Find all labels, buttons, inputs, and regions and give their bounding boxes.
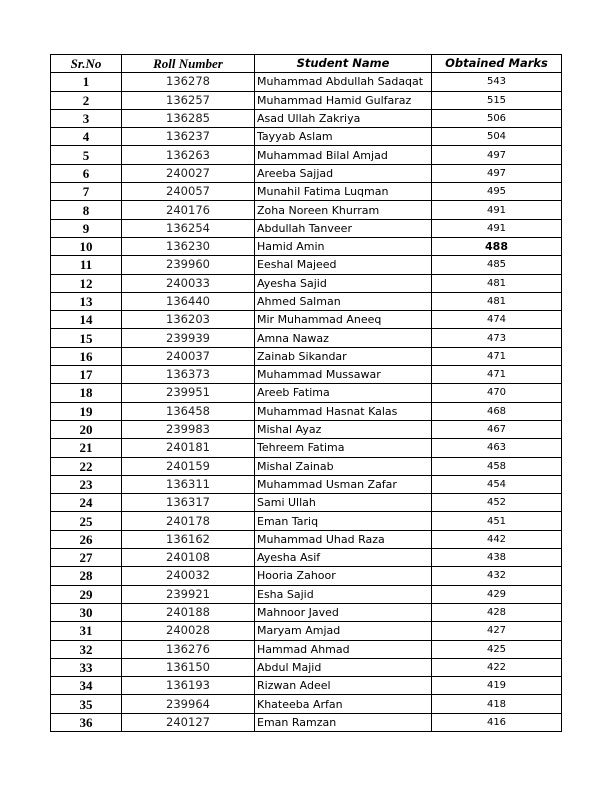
obtained-marks-cell: 506 bbox=[432, 109, 562, 127]
sr-no-cell: 4 bbox=[51, 128, 122, 146]
table-row bbox=[51, 311, 562, 329]
obtained-marks-cell: 488 bbox=[432, 237, 562, 255]
roll-number-cell: 136278 bbox=[122, 73, 255, 91]
student-name-cell: Hooria Zahoor bbox=[255, 567, 432, 585]
student-name-cell: Areeba Sajjad bbox=[255, 164, 432, 182]
roll-number-cell: 240027 bbox=[122, 164, 255, 182]
table-row bbox=[51, 530, 562, 548]
student-name-cell: Amna Nawaz bbox=[255, 329, 432, 347]
sr-no-cell: 9 bbox=[51, 219, 122, 237]
table-row bbox=[51, 146, 562, 164]
roll-number-cell: 136373 bbox=[122, 366, 255, 384]
obtained-marks-cell: 467 bbox=[432, 420, 562, 438]
student-name-cell: Areeb Fatima bbox=[255, 384, 432, 402]
sr-no-cell: 12 bbox=[51, 274, 122, 292]
table-row bbox=[51, 585, 562, 603]
table-row bbox=[51, 402, 562, 420]
student-name-cell: Muhammad Mussawar bbox=[255, 366, 432, 384]
obtained-marks-cell: 429 bbox=[432, 585, 562, 603]
header-student-name: Student Name bbox=[255, 55, 432, 73]
student-name-cell: Rizwan Adeel bbox=[255, 677, 432, 695]
sr-no-cell: 26 bbox=[51, 530, 122, 548]
table-row bbox=[51, 256, 562, 274]
roll-number-cell: 136254 bbox=[122, 219, 255, 237]
sr-no-cell: 1 bbox=[51, 73, 122, 91]
roll-number-cell: 240033 bbox=[122, 274, 255, 292]
roll-number-cell: 136193 bbox=[122, 677, 255, 695]
table-row bbox=[51, 347, 562, 365]
obtained-marks-cell: 468 bbox=[432, 402, 562, 420]
sr-no-cell: 13 bbox=[51, 292, 122, 310]
table-row bbox=[51, 695, 562, 713]
student-name-cell: Muhammad Usman Zafar bbox=[255, 475, 432, 493]
sr-no-cell: 18 bbox=[51, 384, 122, 402]
sr-no-cell: 34 bbox=[51, 677, 122, 695]
table-row bbox=[51, 164, 562, 182]
header-sr-no: Sr.No bbox=[51, 55, 122, 73]
obtained-marks-cell: 419 bbox=[432, 677, 562, 695]
sr-no-cell: 32 bbox=[51, 640, 122, 658]
roll-number-cell: 136237 bbox=[122, 128, 255, 146]
student-name-cell: Ayesha Sajid bbox=[255, 274, 432, 292]
table-row bbox=[51, 219, 562, 237]
obtained-marks-cell: 491 bbox=[432, 201, 562, 219]
obtained-marks-cell: 471 bbox=[432, 366, 562, 384]
sr-no-cell: 21 bbox=[51, 439, 122, 457]
table-row bbox=[51, 237, 562, 255]
student-name-cell: Eman Ramzan bbox=[255, 713, 432, 731]
sr-no-cell: 7 bbox=[51, 183, 122, 201]
student-name-cell: Ayesha Asif bbox=[255, 549, 432, 567]
roll-number-cell: 240181 bbox=[122, 439, 255, 457]
obtained-marks-cell: 438 bbox=[432, 549, 562, 567]
roll-number-cell: 136203 bbox=[122, 311, 255, 329]
sr-no-cell: 3 bbox=[51, 109, 122, 127]
sr-no-cell: 28 bbox=[51, 567, 122, 585]
student-name-cell: Esha Sajid bbox=[255, 585, 432, 603]
roll-number-cell: 136150 bbox=[122, 658, 255, 676]
sr-no-cell: 10 bbox=[51, 237, 122, 255]
student-name-cell: Zainab Sikandar bbox=[255, 347, 432, 365]
roll-number-cell: 136276 bbox=[122, 640, 255, 658]
student-name-cell: Abdul Majid bbox=[255, 658, 432, 676]
table-row bbox=[51, 603, 562, 621]
student-name-cell: Abdullah Tanveer bbox=[255, 219, 432, 237]
student-name-cell: Khateeba Arfan bbox=[255, 695, 432, 713]
obtained-marks-cell: 470 bbox=[432, 384, 562, 402]
sr-no-cell: 33 bbox=[51, 658, 122, 676]
obtained-marks-cell: 425 bbox=[432, 640, 562, 658]
roll-number-cell: 136285 bbox=[122, 109, 255, 127]
header-obtained-marks: Obtained Marks bbox=[432, 55, 562, 73]
student-name-cell: Muhammad Abdullah Sadaqat bbox=[255, 73, 432, 91]
obtained-marks-cell: 442 bbox=[432, 530, 562, 548]
roll-number-cell: 239964 bbox=[122, 695, 255, 713]
table-row bbox=[51, 567, 562, 585]
sr-no-cell: 8 bbox=[51, 201, 122, 219]
student-name-cell: Muhammad Hamid Gulfaraz bbox=[255, 91, 432, 109]
sr-no-cell: 30 bbox=[51, 603, 122, 621]
table-row bbox=[51, 274, 562, 292]
sr-no-cell: 16 bbox=[51, 347, 122, 365]
student-name-cell: Maryam Amjad bbox=[255, 622, 432, 640]
header-roll-number: Roll Number bbox=[122, 55, 255, 73]
student-name-cell: Mishal Ayaz bbox=[255, 420, 432, 438]
table-row bbox=[51, 183, 562, 201]
obtained-marks-cell: 471 bbox=[432, 347, 562, 365]
table-row bbox=[51, 475, 562, 493]
sr-no-cell: 36 bbox=[51, 713, 122, 731]
obtained-marks-cell: 452 bbox=[432, 494, 562, 512]
table-row bbox=[51, 73, 562, 91]
results-sheet bbox=[50, 54, 562, 732]
student-name-cell: Mir Muhammad Aneeq bbox=[255, 311, 432, 329]
student-name-cell: Muhammad Uhad Raza bbox=[255, 530, 432, 548]
roll-number-cell: 136317 bbox=[122, 494, 255, 512]
table-row bbox=[51, 622, 562, 640]
obtained-marks-cell: 543 bbox=[432, 73, 562, 91]
table-row bbox=[51, 457, 562, 475]
student-name-cell: Asad Ullah Zakriya bbox=[255, 109, 432, 127]
obtained-marks-cell: 473 bbox=[432, 329, 562, 347]
obtained-marks-cell: 515 bbox=[432, 91, 562, 109]
roll-number-cell: 240108 bbox=[122, 549, 255, 567]
student-name-cell: Hamid Amin bbox=[255, 237, 432, 255]
obtained-marks-cell: 481 bbox=[432, 292, 562, 310]
sr-no-cell: 19 bbox=[51, 402, 122, 420]
roll-number-cell: 240178 bbox=[122, 512, 255, 530]
obtained-marks-cell: 495 bbox=[432, 183, 562, 201]
roll-number-cell: 240032 bbox=[122, 567, 255, 585]
student-name-cell: Tehreem Fatima bbox=[255, 439, 432, 457]
student-name-cell: Ahmed Salman bbox=[255, 292, 432, 310]
obtained-marks-cell: 418 bbox=[432, 695, 562, 713]
obtained-marks-cell: 474 bbox=[432, 311, 562, 329]
table-row bbox=[51, 91, 562, 109]
sr-no-cell: 22 bbox=[51, 457, 122, 475]
roll-number-cell: 136311 bbox=[122, 475, 255, 493]
obtained-marks-cell: 463 bbox=[432, 439, 562, 457]
obtained-marks-cell: 427 bbox=[432, 622, 562, 640]
sr-no-cell: 17 bbox=[51, 366, 122, 384]
roll-number-cell: 240037 bbox=[122, 347, 255, 365]
obtained-marks-cell: 454 bbox=[432, 475, 562, 493]
sr-no-cell: 2 bbox=[51, 91, 122, 109]
roll-number-cell: 240127 bbox=[122, 713, 255, 731]
roll-number-cell: 239951 bbox=[122, 384, 255, 402]
sr-no-cell: 15 bbox=[51, 329, 122, 347]
student-name-cell: Tayyab Aslam bbox=[255, 128, 432, 146]
sr-no-cell: 20 bbox=[51, 420, 122, 438]
sr-no-cell: 25 bbox=[51, 512, 122, 530]
obtained-marks-cell: 451 bbox=[432, 512, 562, 530]
student-name-cell: Mishal Zainab bbox=[255, 457, 432, 475]
obtained-marks-cell: 422 bbox=[432, 658, 562, 676]
roll-number-cell: 136257 bbox=[122, 91, 255, 109]
table-row bbox=[51, 549, 562, 567]
student-name-cell: Mahnoor Javed bbox=[255, 603, 432, 621]
sr-no-cell: 31 bbox=[51, 622, 122, 640]
sr-no-cell: 11 bbox=[51, 256, 122, 274]
roll-number-cell: 136230 bbox=[122, 237, 255, 255]
roll-number-cell: 240057 bbox=[122, 183, 255, 201]
obtained-marks-cell: 428 bbox=[432, 603, 562, 621]
table-row bbox=[51, 128, 562, 146]
roll-number-cell: 239960 bbox=[122, 256, 255, 274]
table-row bbox=[51, 201, 562, 219]
obtained-marks-cell: 497 bbox=[432, 146, 562, 164]
student-name-cell: Hammad Ahmad bbox=[255, 640, 432, 658]
table-row bbox=[51, 439, 562, 457]
roll-number-cell: 239939 bbox=[122, 329, 255, 347]
sr-no-cell: 14 bbox=[51, 311, 122, 329]
obtained-marks-cell: 481 bbox=[432, 274, 562, 292]
table-row bbox=[51, 292, 562, 310]
header-row bbox=[51, 55, 562, 73]
roll-number-cell: 136440 bbox=[122, 292, 255, 310]
table-row bbox=[51, 494, 562, 512]
roll-number-cell: 239983 bbox=[122, 420, 255, 438]
sr-no-cell: 27 bbox=[51, 549, 122, 567]
table-row bbox=[51, 420, 562, 438]
sr-no-cell: 6 bbox=[51, 164, 122, 182]
obtained-marks-cell: 504 bbox=[432, 128, 562, 146]
sr-no-cell: 29 bbox=[51, 585, 122, 603]
student-name-cell: Sami Ullah bbox=[255, 494, 432, 512]
roll-number-cell: 240188 bbox=[122, 603, 255, 621]
roll-number-cell: 136162 bbox=[122, 530, 255, 548]
sr-no-cell: 35 bbox=[51, 695, 122, 713]
roll-number-cell: 239921 bbox=[122, 585, 255, 603]
student-name-cell: Muhammad Hasnat Kalas bbox=[255, 402, 432, 420]
table-row bbox=[51, 512, 562, 530]
table-body bbox=[51, 73, 562, 732]
student-name-cell: Eman Tariq bbox=[255, 512, 432, 530]
table-row bbox=[51, 329, 562, 347]
table-row bbox=[51, 109, 562, 127]
obtained-marks-cell: 491 bbox=[432, 219, 562, 237]
roll-number-cell: 240028 bbox=[122, 622, 255, 640]
obtained-marks-cell: 432 bbox=[432, 567, 562, 585]
student-name-cell: Eeshal Majeed bbox=[255, 256, 432, 274]
student-name-cell: Munahil Fatima Luqman bbox=[255, 183, 432, 201]
sr-no-cell: 24 bbox=[51, 494, 122, 512]
obtained-marks-cell: 416 bbox=[432, 713, 562, 731]
table-row bbox=[51, 366, 562, 384]
obtained-marks-cell: 497 bbox=[432, 164, 562, 182]
results-table bbox=[50, 54, 562, 732]
student-name-cell: Muhammad Bilal Amjad bbox=[255, 146, 432, 164]
roll-number-cell: 240176 bbox=[122, 201, 255, 219]
table-row bbox=[51, 677, 562, 695]
table-row bbox=[51, 658, 562, 676]
obtained-marks-cell: 485 bbox=[432, 256, 562, 274]
sr-no-cell: 23 bbox=[51, 475, 122, 493]
table-row bbox=[51, 640, 562, 658]
sr-no-cell: 5 bbox=[51, 146, 122, 164]
table-row bbox=[51, 713, 562, 731]
table-row bbox=[51, 384, 562, 402]
roll-number-cell: 240159 bbox=[122, 457, 255, 475]
obtained-marks-cell: 458 bbox=[432, 457, 562, 475]
roll-number-cell: 136458 bbox=[122, 402, 255, 420]
roll-number-cell: 136263 bbox=[122, 146, 255, 164]
student-name-cell: Zoha Noreen Khurram bbox=[255, 201, 432, 219]
